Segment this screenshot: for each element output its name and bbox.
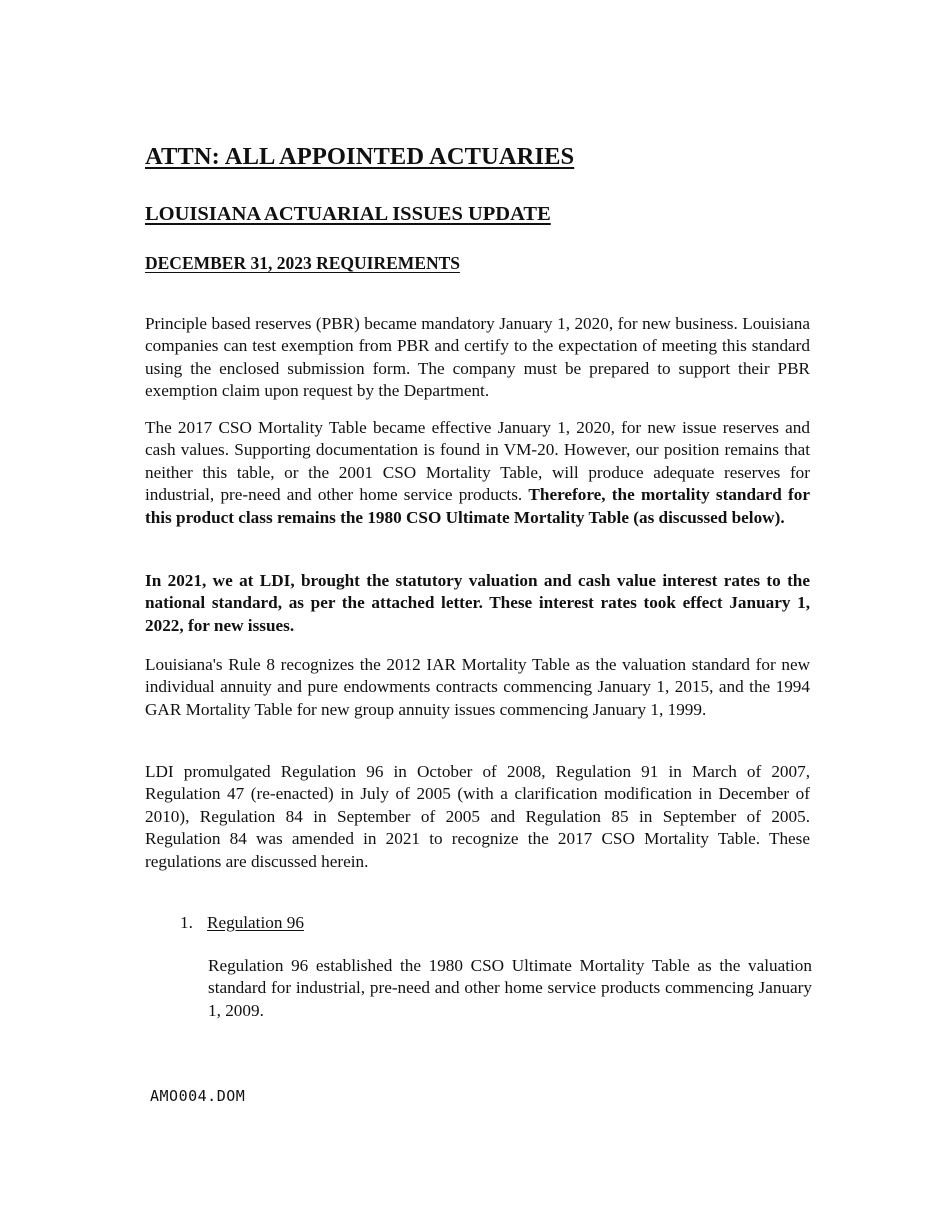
cso-mortality-bold-text: Therefore, the mortality standard for this product class remains the 1980 CSO Ultimate Mortality Table (as discussed below). [145, 485, 810, 527]
regulation-96-paragraph: Regulation 96 established the 1980 CSO Ultimate Mortality Table as the valuation standard for industrial, pre-need and other home service products commencing January 1, 2009. [208, 956, 812, 1020]
interest-rates-paragraph: In 2021, we at LDI, brought the statutory valuation and cash value interest rates to the national standard, as per the attached letter. These interest rates took effect January 1, 2022, for new issues. [145, 571, 810, 635]
document-code: AMO004.DOM [150, 1087, 246, 1105]
list-item-title: Regulation 96 [207, 913, 304, 932]
cso-mortality-text: The 2017 CSO Mortality Table became effective January 1, 2020, for new issue reserves and cash values. Supporting documentation is found in VM-20. However, our position remains that neither this table, or the 2001 CSO Mortality Table, will produce adequate reserves for industrial, pre-need and other home service products. [145, 418, 810, 505]
requirements-heading: DECEMBER 31, 2023 REQUIREMENTS [145, 253, 461, 273]
list-item-number: 1. [180, 913, 193, 932]
regulations-paragraph: LDI promulgated Regulation 96 in October of 2008, Regulation 91 in March of 2007, Regulation 47 (re-enacted) in July of 2005 (with a clarification modification in December of 2010), Regulation 84 in September of 2005 and Regulation 85 in September of 2005. Regulation 84 was amended in 2021 to recognize the 2017 CSO Mortality Table. These regulations are discussed herein. [145, 762, 810, 871]
update-heading: LOUISIANA ACTUARIAL ISSUES UPDATE [145, 203, 551, 225]
list-item-regulation-96 [180, 912, 304, 934]
cso-mortality-paragraph [145, 417, 810, 529]
pbr-paragraph: Principle based reserves (PBR) became mandatory January 1, 2020, for new business. Louisiana companies can test exemption from PBR and certify to the expectation of meeting this standard using the enclosed submission form. The company must be prepared to support their PBR exemption claim upon request by the Department. [145, 314, 810, 401]
rule-8-paragraph: Louisiana's Rule 8 recognizes the 2012 IAR Mortality Table as the valuation standard for new individual annuity and pure endowments contracts commencing January 1, 2015, and the 1994 GAR Mortality Table for new group annuity issues commencing January 1, 1999. [145, 655, 810, 719]
attn-heading: ATTN: ALL APPOINTED ACTUARIES [145, 143, 575, 170]
